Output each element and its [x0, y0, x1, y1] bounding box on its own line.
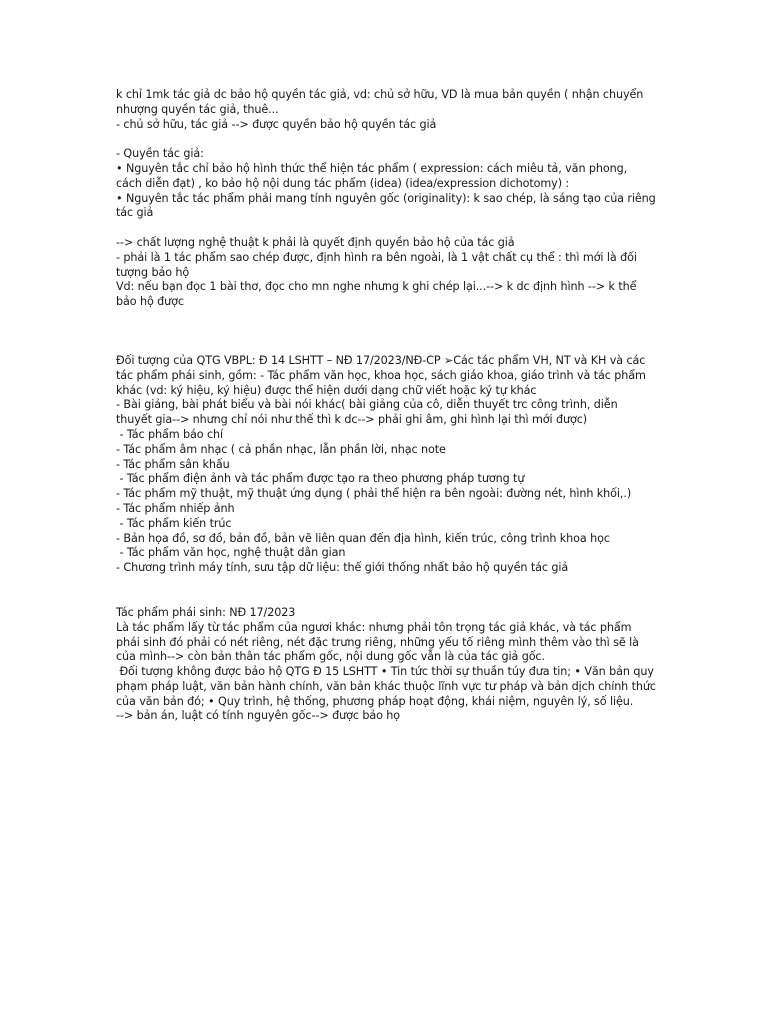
list-item: - Tác phẩm nhiếp ảnh [116, 501, 235, 515]
section-protected-objects [116, 354, 656, 576]
text-line: Đối tượng của QTG VBPL: Đ 14 LSHTT – NĐ 17/2023/NĐ-CP ➢Các tác phẩm VH, NT và KH và các tác phẩm phái sinh, gồm: - Tác phẩm văn học, khoa học, sách giáo khoa, giáo trình và tác phẩm khác (vd: ký hiệu, ký hiệu) được thể hiện dưới dạng chữ viết hoặc ký tự khác [116, 353, 650, 397]
section-copyright-principles [116, 147, 660, 221]
text-line: --> bản án, luật có tính nguyên gốc--> được bảo họ [116, 709, 401, 723]
list-item: - Tác phẩm âm nhạc ( cả phần nhạc, lẫn phần lời, nhạc note [116, 442, 446, 456]
text-line: • Nguyên tắc tác phẩm phải mang tính nguyên gốc (originality): k sao chép, là sáng tạo của riêng tác giả [116, 191, 660, 220]
text-line: - Quyền tác giả: [116, 147, 204, 161]
text-line: --> chất lượng nghệ thuật k phải là quyết định quyền bảo hộ của tác giả [116, 235, 515, 249]
list-item: - Tác phẩm điện ảnh và tác phẩm được tạo ra theo phương pháp tương tự [116, 472, 525, 486]
text-line: - Bài giảng, bài phát biểu và bài nói khác( bài giảng của cô, diễn thuyết trc công trình, diễn thuyết gia--> nhưng chỉ nói như thế thì k dc--> phải ghi âm, ghi hình lại thì mới được) [116, 398, 622, 427]
list-item: - Tác phẩm kiến trúc [116, 516, 232, 530]
section-derivative-works [116, 605, 660, 724]
list-item: - Bản họa đồ, sơ đồ, bản đồ, bản vẽ liên quan đến địa hình, kiến trúc, công trình khoa học [116, 531, 610, 545]
paragraph-spacer [116, 310, 656, 354]
section-protection-conditions [116, 236, 656, 310]
list-item: - Tác phẩm văn học, nghệ thuật dân gian [116, 546, 346, 560]
list-item: - Tác phẩm mỹ thuật, mỹ thuật ứng dụng ( phải thể hiện ra bên ngoài: đường nét, hình khối,.) [116, 487, 632, 501]
paragraph-spacer [116, 221, 656, 236]
text-line: • Nguyên tắc chỉ bảo hộ hình thức thể hiện tác phẩm ( expression: cách miêu tả, văn phong, cách diễn đạt) , ko bảo hộ nội dung tác phẩm (idea) (idea/expression dichotomy) : [116, 161, 631, 190]
text-line: - chủ sở hữu, tác giả --> được quyền bảo hộ quyền tác giả [116, 117, 437, 131]
text-line: - phải là 1 tác phẩm sao chép được, định hình ra bên ngoài, là 1 vật chất cụ thể : thì mới là đối tượng bảo hộ [116, 250, 641, 279]
document-body [116, 88, 660, 724]
section-author-rights-owner [116, 88, 656, 132]
text-line: Là tác phẩm lấy từ tác phẩm của ngươi khác: nhưng phải tôn trọng tác giả khác, và tác phẩm phái sinh đó phải có nét riêng, nét đặc trưng riêng, những yếu tố riêng mình thêm vào thì sẽ là của mình--> còn bản thân tác phẩm gốc, nội dung gốc vẫn là của tác giả gốc. [116, 620, 643, 664]
text-line: k chỉ 1mk tác giả dc bảo hộ quyền tác giả, vd: chủ sở hữu, VD là mua bản quyền ( nhận chuyển nhượng quyền tác giả, thuê... [116, 88, 647, 116]
text-line: Tác phẩm phái sinh: NĐ 17/2023 [116, 605, 296, 619]
text-line: Vd: nếu bạn đọc 1 bài thơ, đọc cho mn nghe nhưng k ghi chép lại...--> k dc định hình --> k thể bảo hộ được [116, 280, 640, 309]
paragraph-spacer [116, 576, 656, 606]
text-line: Đối tượng không được bảo hộ QTG Đ 15 LSHTT • Tin tức thời sự thuần túy đưa tin; • Văn bản quy phạm pháp luật, văn bản hành chính, văn bản khác thuộc lĩnh vực tư pháp và bản dịch chính thức của văn bản đó; • Quy trình, hệ thống, phương pháp hoạt động, khái niệm, nguyên lý, số liệu. [116, 665, 660, 708]
list-item: - Tác phẩm sân khấu [116, 457, 230, 471]
paragraph-spacer [116, 132, 656, 147]
list-item: - Chương trình máy tính, sưu tập dữ liệu: thế giới thống nhất bảo hộ quyền tác giả [116, 561, 569, 575]
list-item: - Tác phẩm báo chí [116, 427, 224, 441]
